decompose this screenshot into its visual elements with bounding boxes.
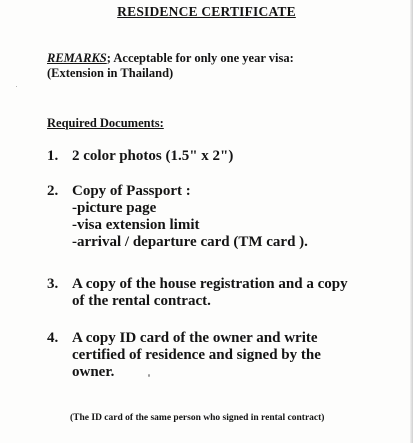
item-line: owner. [72, 364, 115, 380]
requirement-item-2 [47, 183, 308, 251]
requirement-item-4 [47, 330, 321, 381]
requirement-item-3 [47, 276, 348, 310]
item-number: 3. [47, 276, 59, 292]
footnote: (The ID card of the same person who signed in rental contract) [70, 413, 325, 423]
item-line: -visa extension limit [72, 217, 200, 233]
remarks-line-2: (Extension in Thailand) [47, 66, 174, 80]
item-line: Copy of Passport : [72, 183, 191, 199]
required-documents-heading: Required Documents: [47, 116, 164, 130]
remarks-key: REMARKS [47, 51, 107, 65]
item-number: 4. [47, 330, 59, 346]
document-title: RESIDENCE CERTIFICATE [117, 4, 296, 19]
item-line: of the rental contract. [72, 293, 211, 309]
remarks-line-1 [47, 51, 294, 66]
item-body [72, 276, 348, 310]
item-line: A copy ID card of the owner and write [72, 330, 318, 346]
item-number: 2. [47, 183, 59, 199]
requirement-item-1 [47, 148, 233, 165]
item-line: -arrival / departure card (TM card ). [72, 234, 308, 250]
item-line: certified of residence and signed by the [72, 347, 321, 363]
remarks-text: ; Acceptable for only one year visa: [106, 51, 294, 65]
scan-speck [16, 86, 17, 87]
item-line: A copy of the house registration and a copy [72, 276, 348, 292]
item-body [72, 183, 308, 251]
item-body [72, 330, 321, 381]
item-number: 1. [47, 148, 59, 164]
item-line: 2 color photos (1.5" x 2") [72, 148, 234, 164]
scan-speck [148, 374, 150, 377]
item-line: -picture page [72, 200, 157, 216]
item-body [72, 148, 233, 165]
remarks-section [47, 51, 294, 81]
